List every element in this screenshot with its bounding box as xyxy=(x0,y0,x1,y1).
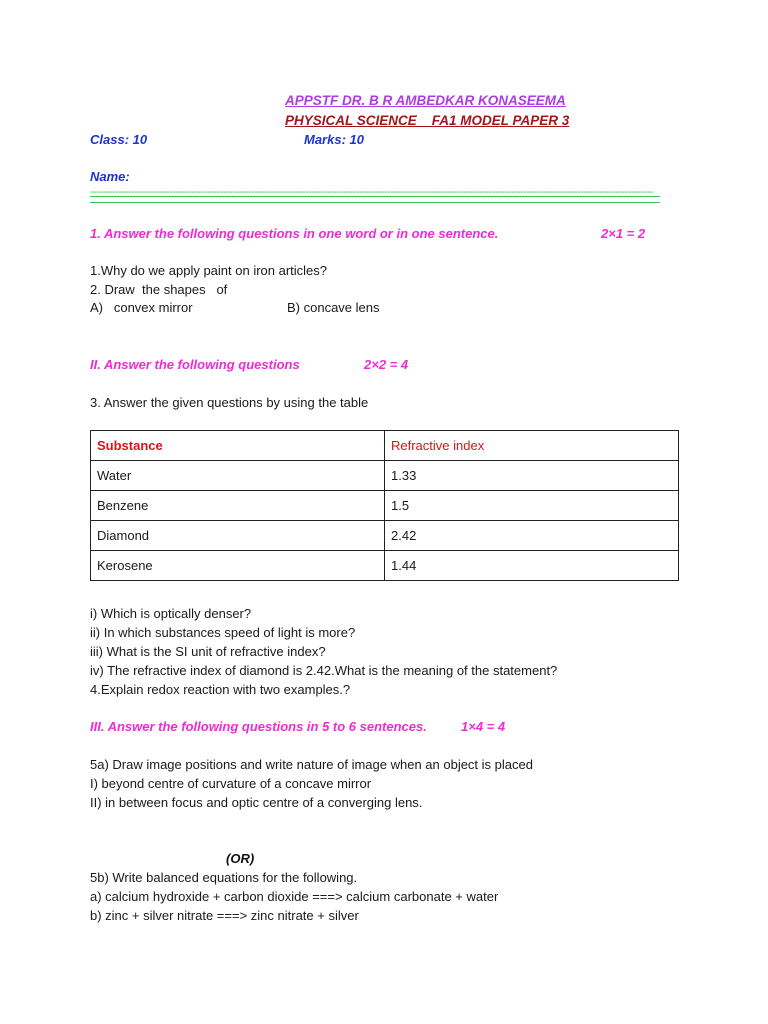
question-5a: 5a) Draw image positions and write nature of image when an object is placed xyxy=(90,757,533,772)
header-divider-bottom xyxy=(90,202,660,203)
marks-label: Marks: 10 xyxy=(304,132,364,147)
refractive-index-table xyxy=(90,430,679,581)
section1-marks: 2×1 = 2 xyxy=(601,226,646,241)
question-1: 1.Why do we apply paint on iron articles? xyxy=(90,263,328,278)
section2-heading: II. Answer the following questions xyxy=(90,357,300,372)
table-cell-index: 1.5 xyxy=(385,491,679,521)
sub-question-iv: iv) The refractive index of diamond is 2.42.What is the meaning of the statement? xyxy=(90,663,558,678)
header-dashes: ---------------------------------------------------------------------------------------------------------------------------------------------------------------------------------- xyxy=(90,188,654,196)
section3-heading: III. Answer the following questions in 5 to 6 sentences. xyxy=(90,719,427,734)
question-5b-part-b: b) zinc + silver nitrate ===> zinc nitrate + silver xyxy=(90,908,359,923)
sub-question-ii: ii) In which substances speed of light is more? xyxy=(90,625,356,640)
class-label: Class: 10 xyxy=(90,132,148,147)
question-2: 2. Draw the shapes of xyxy=(90,282,228,297)
table-row xyxy=(91,551,679,581)
sub-question-iii: iii) What is the SI unit of refractive index? xyxy=(90,644,326,659)
table-row xyxy=(91,461,679,491)
table-header-refractive-index: Refractive index xyxy=(385,431,679,461)
table-row xyxy=(91,521,679,551)
table-cell-index: 1.44 xyxy=(385,551,679,581)
table-cell-index: 1.33 xyxy=(385,461,679,491)
question-2-option-a: A) convex mirror xyxy=(90,300,193,315)
question-5b-part-a: a) calcium hydroxide + carbon dioxide ===> calcium carbonate + water xyxy=(90,889,499,904)
school-title: APPSTF DR. B R AMBEDKAR KONASEEMA xyxy=(285,93,566,108)
table-cell-substance: Diamond xyxy=(91,521,385,551)
table-cell-substance: Water xyxy=(91,461,385,491)
table-cell-index: 2.42 xyxy=(385,521,679,551)
name-label: Name: xyxy=(90,169,130,184)
question-2-option-b: B) concave lens xyxy=(287,300,380,315)
sub-question-i: i) Which is optically denser? xyxy=(90,606,252,621)
header-divider-top xyxy=(90,196,660,197)
paper-title: PHYSICAL SCIENCE FA1 MODEL PAPER 3 xyxy=(285,113,570,128)
table-header-row xyxy=(91,431,679,461)
question-5a-part-i: I) beyond centre of curvature of a concave mirror xyxy=(90,776,372,791)
question-4: 4.Explain redox reaction with two examples.? xyxy=(90,682,351,697)
table-cell-substance: Benzene xyxy=(91,491,385,521)
question-3: 3. Answer the given questions by using the table xyxy=(90,395,369,410)
table-cell-substance: Kerosene xyxy=(91,551,385,581)
section2-marks: 2×2 = 4 xyxy=(364,357,409,372)
section3-marks: 1×4 = 4 xyxy=(461,719,506,734)
section1-heading: 1. Answer the following questions in one word or in one sentence. xyxy=(90,226,499,241)
question-5b: 5b) Write balanced equations for the following. xyxy=(90,870,358,885)
or-separator: (OR) xyxy=(226,851,255,866)
table-header-substance: Substance xyxy=(91,431,385,461)
table-row xyxy=(91,491,679,521)
question-5a-part-ii: II) in between focus and optic centre of a converging lens. xyxy=(90,795,423,810)
